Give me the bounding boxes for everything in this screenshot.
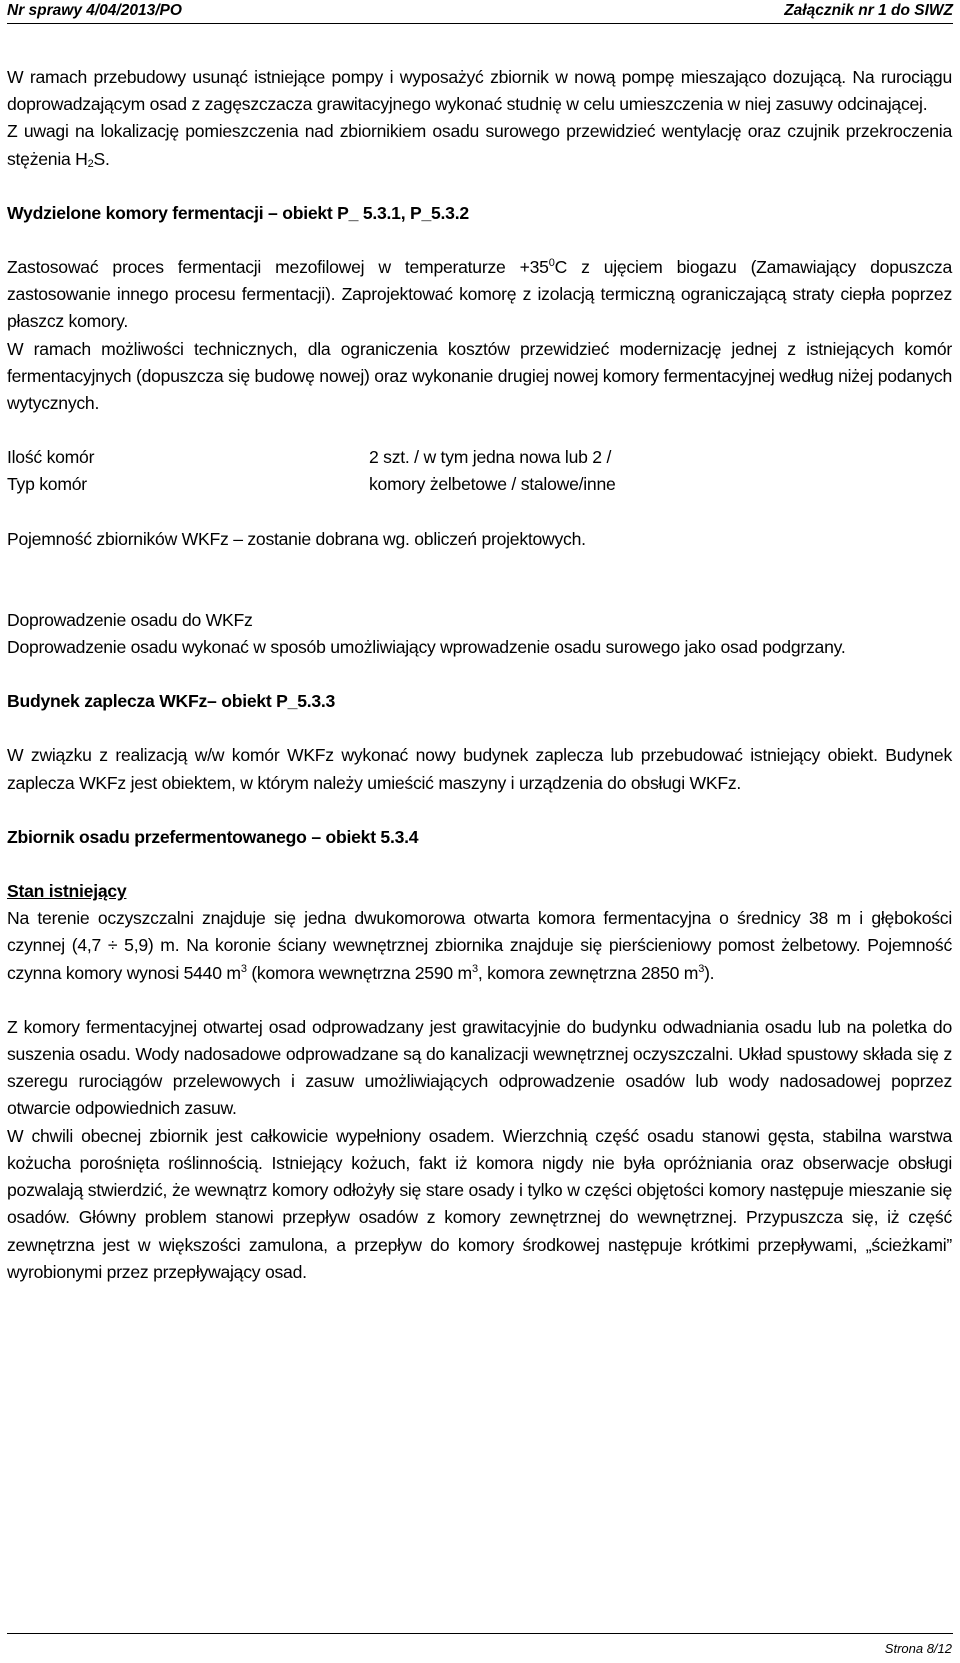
chamber-type-value: komory żelbetowe / stalowe/inne [369,474,616,495]
footer-divider [7,1633,953,1634]
chamber-type-row [7,471,952,498]
paragraph-pump: W ramach przebudowy usunąć istniejące pompy i wyposażyć zbiornik w nową pompę mieszająco dozującą. Na rurociągu doprowadzającym osad z zagęszczacza grawitacyjnego wykonać studnię w celu umieszczenia w niej zasuwy odcinającej. [7,67,952,115]
heading-support-building: Budynek zaplecza WKFz– obiekt P_5.3.3 [7,691,336,712]
paragraph-ventilation: Z uwagi na lokalizację pomieszczenia nad zbiornikiem osadu surowego przewidzieć wentylację oraz czujnik przekroczenia stężenia $H_2S$. [7,121,952,170]
case-number: Nr sprawy 4/04/2013/PO [7,2,182,19]
header-divider [7,23,953,24]
page-header [7,0,953,22]
heading-digested-sludge-tank: Zbiornik osadu przefermentowanego – obiekt 5.3.4 [7,826,419,847]
document-body [7,64,952,1286]
paragraph-sludge-feed: Doprowadzenie osadu wykonać w sposób umożliwiający wprowadzenie osadu surowego jako osad podgrzany. [7,637,846,658]
paragraph-fermentation-process: Zastosować proces fermentacji mezofilowej w temperaturze $+35^0C$ z ujęciem biogazu (Zamawiający dopuszcza zastosowanie innego procesu fermentacji). Zaprojektować komorę z izolacją termiczną ograniczającą straty ciepła poprzez płaszcz komory. [7,257,953,332]
paragraph-drainage: Z komory fermentacyjnej otwartej osad odprowadzany jest grawitacyjnie do budynku odwadniania osadu lub na poletka do suszenia osadu. Wody nadosadowe odprowadzane są do kanalizacji wewnętrznej oczyszczalni. Układ spustowy składa się z szeregu rurociągów przelewowych i zasuw umożliwiających odprowadzenie osadów lub wody nadosadowej poprzez otwarcie odpowiednich zasuw. [7,1016,952,1119]
chamber-count-label: Ilość komór [7,447,95,468]
page-number: Strona 8/12 [884,1641,952,1656]
chamber-type-label: Typ komór [7,474,87,495]
attachment-label: Załącznik nr 1 do SIWZ [784,2,953,19]
paragraph-current-state: W chwili obecnej zbiornik jest całkowicie wypełniony osadem. Wierzchnią część osadu stanowi gęsta, stabilna warstwa kożucha porośnięta roślinnością. Istniejący kożuch, fakt iż komora nigdy nie była opróżniania oraz obserwacje obsługi pozwalają stwierdzić, że wewnątrz komory odłożyły się stare osady i tylko w części objętości komory następuje mieszanie się osadów. Główny problem stanowi przepływ osadów z komory zewnętrznej do wewnętrznej. Przypuszcza się, iż część zewnętrzna jest w większości zamulona, a przepływ do komory środkowej następuje krótkimi przepływami, „ścieżkami” wyrobionymi przez przepływający osad. [7,1125,952,1282]
paragraph-capacity: Pojemność zbiorników WKFz – zostanie dobrana wg. obliczeń projektowych. [7,528,586,549]
heading-fermentation-chambers: Wydzielone komory fermentacji – obiekt P_ 5.3.1, P_5.3.2 [7,202,469,223]
paragraph-existing-chamber: Na terenie oczyszczalni znajduje się jedna dwukomorowa otwarta komora fermentacyjna o średnicy 38 m i głębokości czynnej (4,7 ÷ 5,9) m. Na koronie ściany wewnętrznej zbiornika znajduje się pierścieniowy pomost żelbetowy. Pojemność czynna komory wynosi 5440 $m^3$ (komora wewnętrzna 2590 $m^3$, komora zewnętrzna 2850 $m^3$). [7,908,953,983]
chamber-count-value: 2 szt. / w tym jedna nowa lub 2 / [369,447,612,468]
paragraph-modernization: W ramach możliwości technicznych, dla ograniczenia kosztów przewidzieć modernizację jednej z istniejących komór fermentacyjnych (dopuszcza się budowę nowej) oraz wykonanie drugiej nowej komory fermentacyjnej według niżej podanych wytycznych. [7,338,952,414]
paragraph-support-building: W związku z realizacją w/w komór WKFz wykonać nowy budynek zaplecza lub przebudować istniejący obiekt. Budynek zaplecza WKFz jest obiektem, w którym należy umieścić maszyny i urządzenia do obsługi WKFz. [7,745,952,793]
chamber-count-row [7,444,952,471]
heading-existing-state: Stan istniejący [7,881,127,902]
subheading-sludge-feed: Doprowadzenie osadu do WKFz [7,609,253,630]
